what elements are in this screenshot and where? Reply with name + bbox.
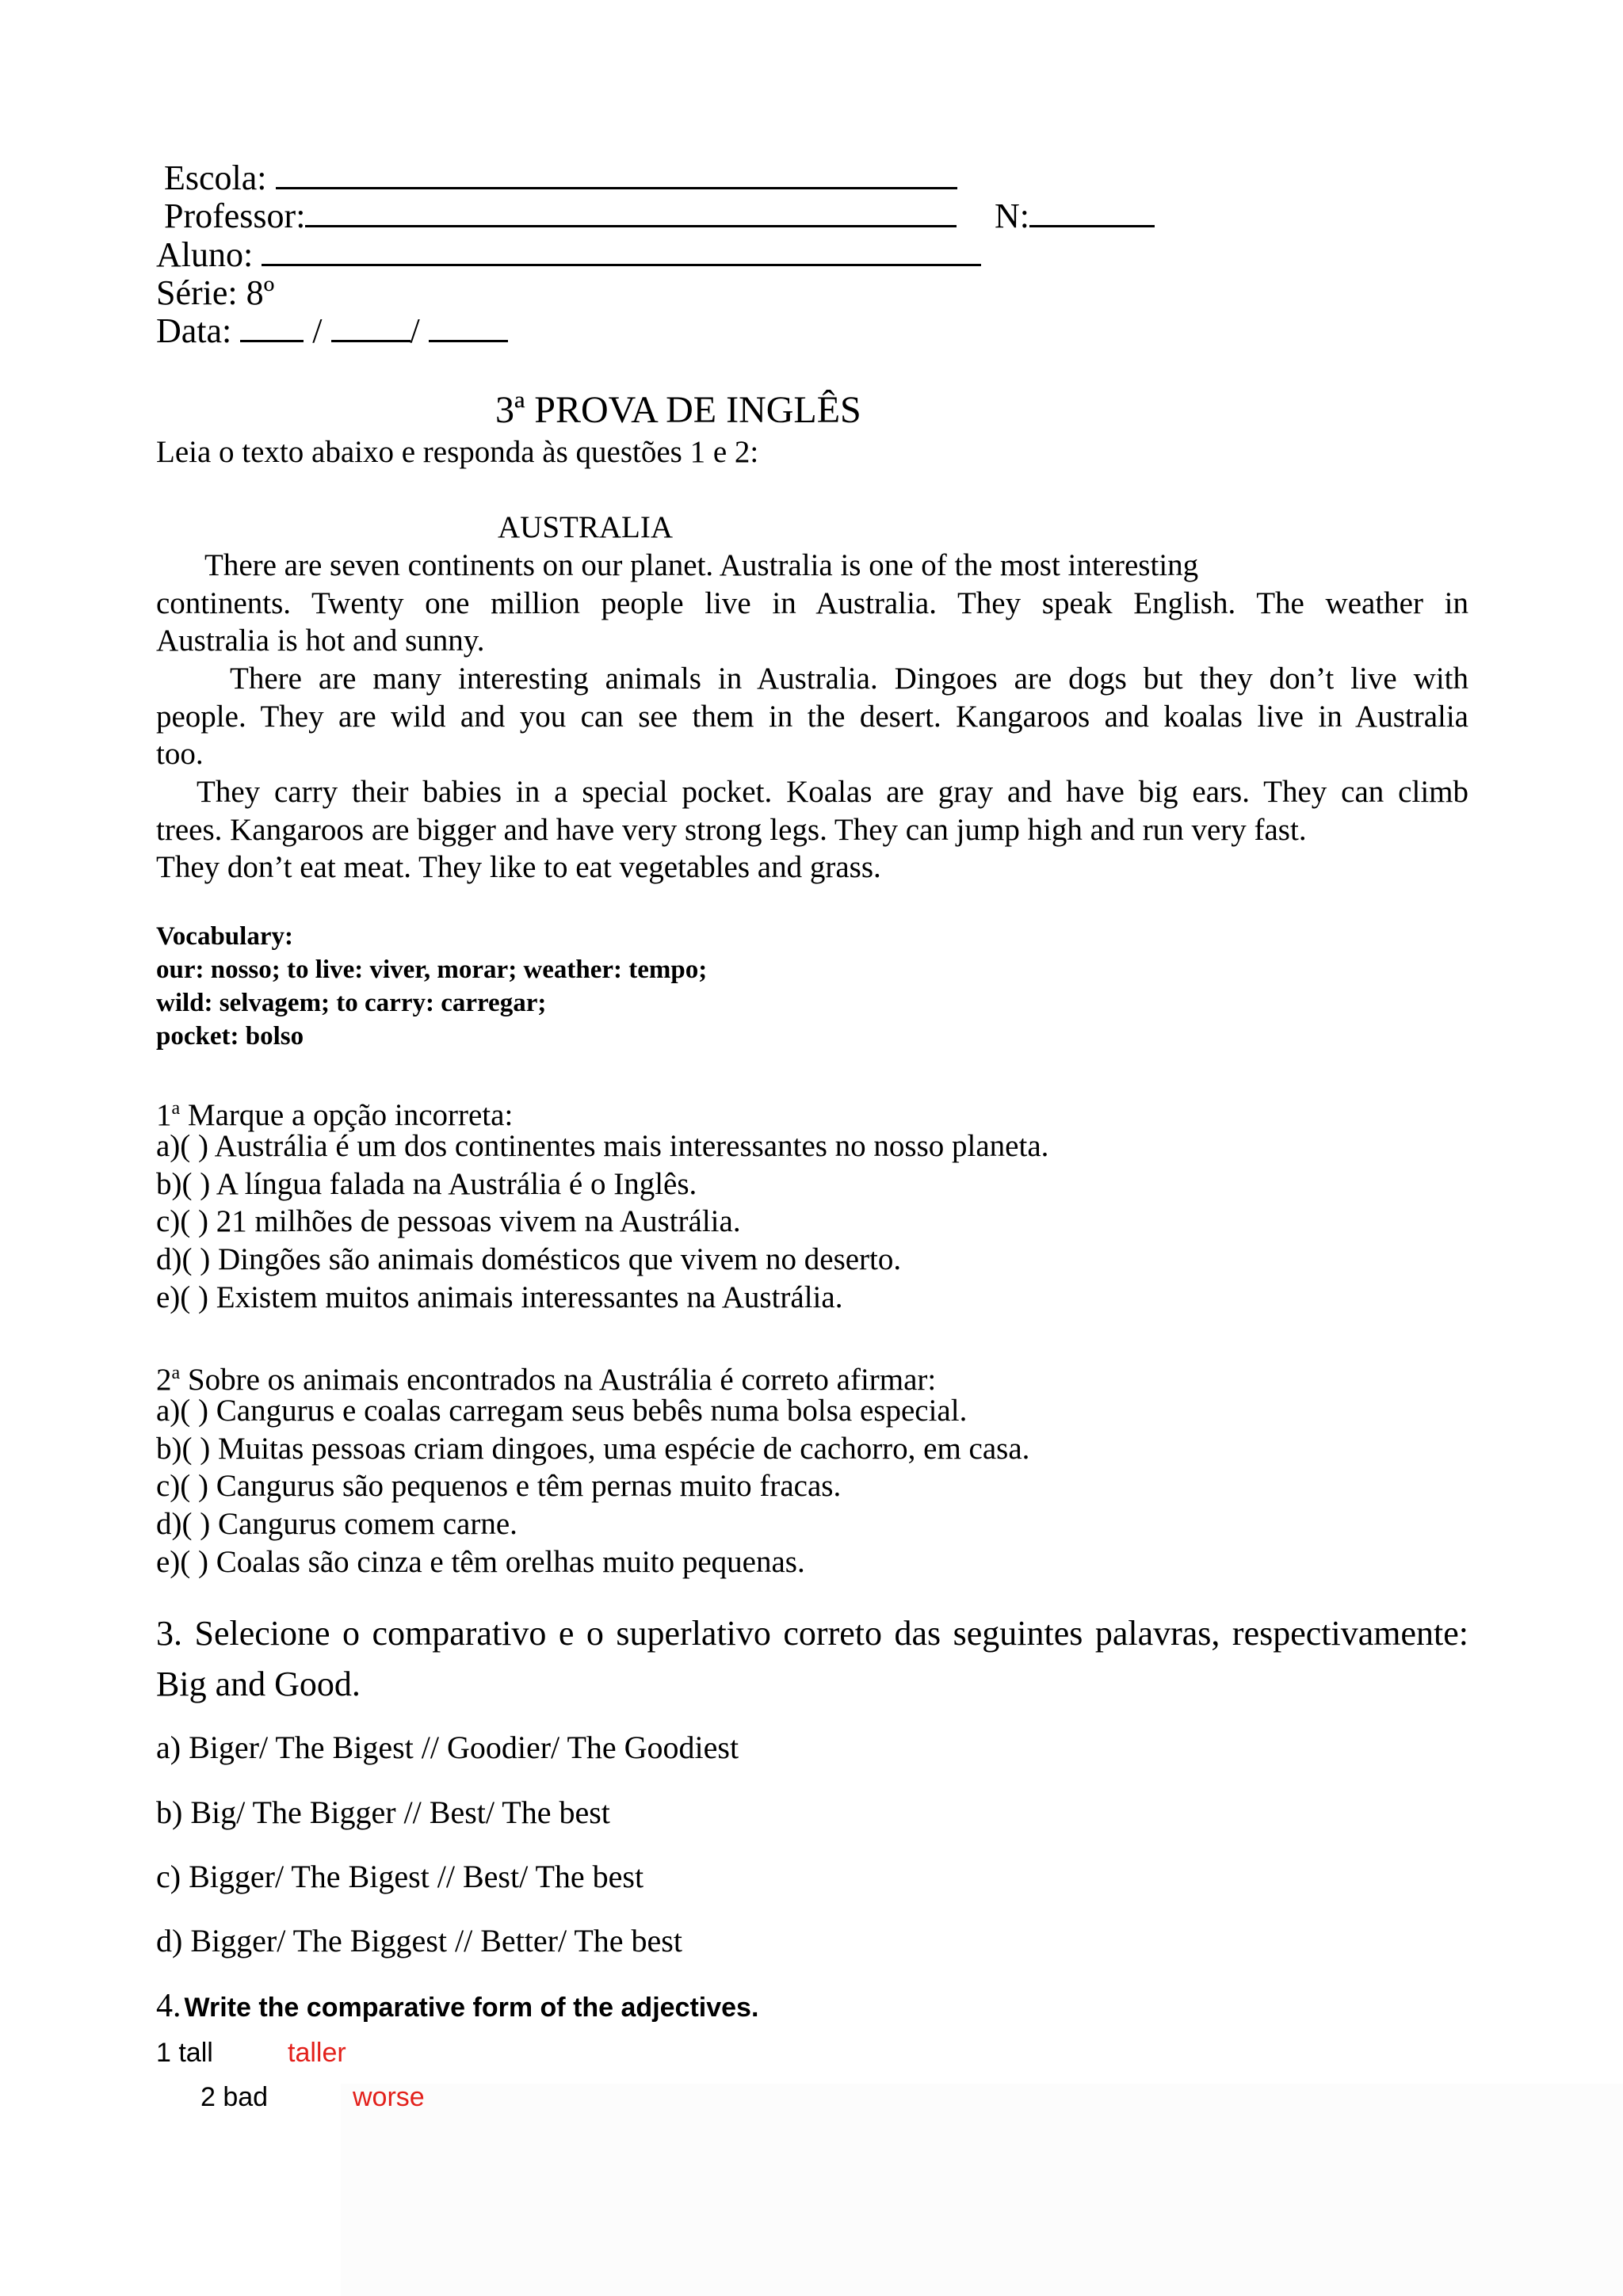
- student-label: Aluno:: [156, 235, 254, 274]
- question-3-prompt-line-2: Big and Good.: [156, 1665, 361, 1703]
- question-3-prompt-line-1: 3. Selecione o comparativo e o superlativo correto das seguintes palavras, respectivamente:: [156, 1614, 1468, 1653]
- item-word: 2 bad: [200, 2082, 269, 2112]
- paragraph-1-line-3: Australia is hot and sunny.: [156, 624, 485, 658]
- question-1-text: Marque a opção incorreta:: [187, 1098, 514, 1132]
- paragraph-2-line-2: people. They are wild and you can see them in the desert. Kangaroos and koalas live in Australia: [156, 700, 1468, 734]
- teacher-label: Professor:: [164, 196, 306, 235]
- question-4-item-1: [156, 2036, 213, 2069]
- question-4-number: 4.: [156, 1988, 181, 2024]
- date-year-blank[interactable]: [429, 311, 508, 342]
- question-3-option-c[interactable]: c) Bigger/ The Bigest // Best/ The best: [156, 1859, 644, 1894]
- vocabulary-line: pocket: bolso: [156, 1022, 304, 1051]
- question-2-text: Sobre os animais encontrados na Austrália é correto afirmar:: [187, 1363, 937, 1397]
- teacher-blank[interactable]: [305, 196, 957, 227]
- question-1-number: 1: [156, 1098, 172, 1132]
- question-1-option-d[interactable]: d)( ) Dingões são animais domésticos que vivem no deserto.: [156, 1242, 902, 1276]
- exam-title: 3ª PROVA DE INGLÊS: [495, 389, 861, 431]
- paragraph-3-line-3: They don’t eat meat. They like to eat vegetables and grass.: [156, 850, 881, 884]
- question-4-answer-1[interactable]: taller: [288, 2038, 346, 2068]
- school-field: [164, 157, 957, 200]
- question-1-option-e[interactable]: e)( ) Existem muitos animais interessantes na Austrália.: [156, 1280, 843, 1314]
- ordinal-mark: a: [171, 1363, 181, 1383]
- paragraph-1-line-2: continents. Twenty one million people live in Australia. They speak English. The weather in: [156, 586, 1468, 620]
- paragraph-2-line-1: There are many interesting animals in Australia. Dingoes are dogs but they don’t live with: [230, 662, 1468, 696]
- item-word: 1 tall: [156, 2038, 213, 2068]
- grade-field: Série: 8º: [156, 273, 275, 312]
- date-day-blank[interactable]: [240, 311, 304, 342]
- question-3-option-a[interactable]: a) Biger/ The Bigest // Goodier/ The Goodiest: [156, 1730, 739, 1765]
- text-title: AUSTRALIA: [498, 510, 673, 544]
- question-2-option-e[interactable]: e)( ) Coalas são cinza e têm orelhas muito pequenas.: [156, 1545, 805, 1579]
- question-1-option-c[interactable]: c)( ) 21 milhões de pessoas vivem na Austrália.: [156, 1204, 741, 1238]
- number-field: [995, 195, 1155, 238]
- question-4-answer-2[interactable]: worse: [353, 2082, 425, 2112]
- question-2-option-b[interactable]: b)( ) Muitas pessoas criam dingoes, uma espécie de cachorro, em casa.: [156, 1432, 1030, 1466]
- ordinal-mark: a: [171, 1098, 181, 1119]
- question-1-option-a[interactable]: a)( ) Austrália é um dos continentes mais interessantes no nosso planeta.: [156, 1129, 1049, 1163]
- paragraph-1-line-1: There are seven continents on our planet. Australia is one of the most interesting: [204, 548, 1199, 582]
- teacher-field: [164, 195, 957, 238]
- paragraph-3-line-1: They carry their babies in a special pocket. Koalas are gray and have big ears. They can climb: [197, 775, 1468, 809]
- school-label: Escola:: [164, 158, 267, 197]
- student-blank[interactable]: [262, 235, 981, 266]
- shaded-area: [341, 2084, 1623, 2296]
- question-2-option-d[interactable]: d)( ) Cangurus comem carne.: [156, 1507, 517, 1541]
- question-3-option-d[interactable]: d) Bigger/ The Biggest // Better/ The best: [156, 1923, 682, 1958]
- instruction: Leia o texto abaixo e responda às questões 1 e 2:: [156, 435, 759, 469]
- vocabulary-line: wild: selvagem; to carry: carregar;: [156, 989, 547, 1017]
- question-2-number: 2: [156, 1363, 172, 1397]
- question-1-option-b[interactable]: b)( ) A língua falada na Austrália é o Inglês.: [156, 1167, 697, 1201]
- question-3-option-b[interactable]: b) Big/ The Bigger // Best/ The best: [156, 1794, 610, 1830]
- question-4-prompt: [156, 1987, 758, 2025]
- number-label: N:: [995, 196, 1029, 235]
- vocabulary-line: our: nosso; to live: viver, morar; weather: tempo;: [156, 955, 708, 984]
- school-blank[interactable]: [276, 158, 957, 189]
- date-month-blank[interactable]: [331, 311, 411, 342]
- date-field: [156, 310, 508, 353]
- student-field: [156, 234, 981, 277]
- question-4-text: Write the comparative form of the adjectives.: [184, 1993, 759, 2023]
- paragraph-3-line-2: trees. Kangaroos are bigger and have very strong legs. They can jump high and run very fast.: [156, 813, 1307, 847]
- paragraph-2-line-3: too.: [156, 737, 204, 771]
- vocabulary-heading: Vocabulary:: [156, 922, 293, 951]
- question-2-option-c[interactable]: c)( ) Cangurus são pequenos e têm pernas muito fracas.: [156, 1469, 842, 1503]
- question-4-item-2: [200, 2081, 268, 2114]
- date-separator: /: [312, 311, 323, 350]
- number-blank[interactable]: [1029, 196, 1155, 227]
- date-separator: /: [410, 311, 420, 350]
- question-2-option-a[interactable]: a)( ) Cangurus e coalas carregam seus bebês numa bolsa especial.: [156, 1394, 968, 1428]
- date-label: Data:: [156, 311, 232, 350]
